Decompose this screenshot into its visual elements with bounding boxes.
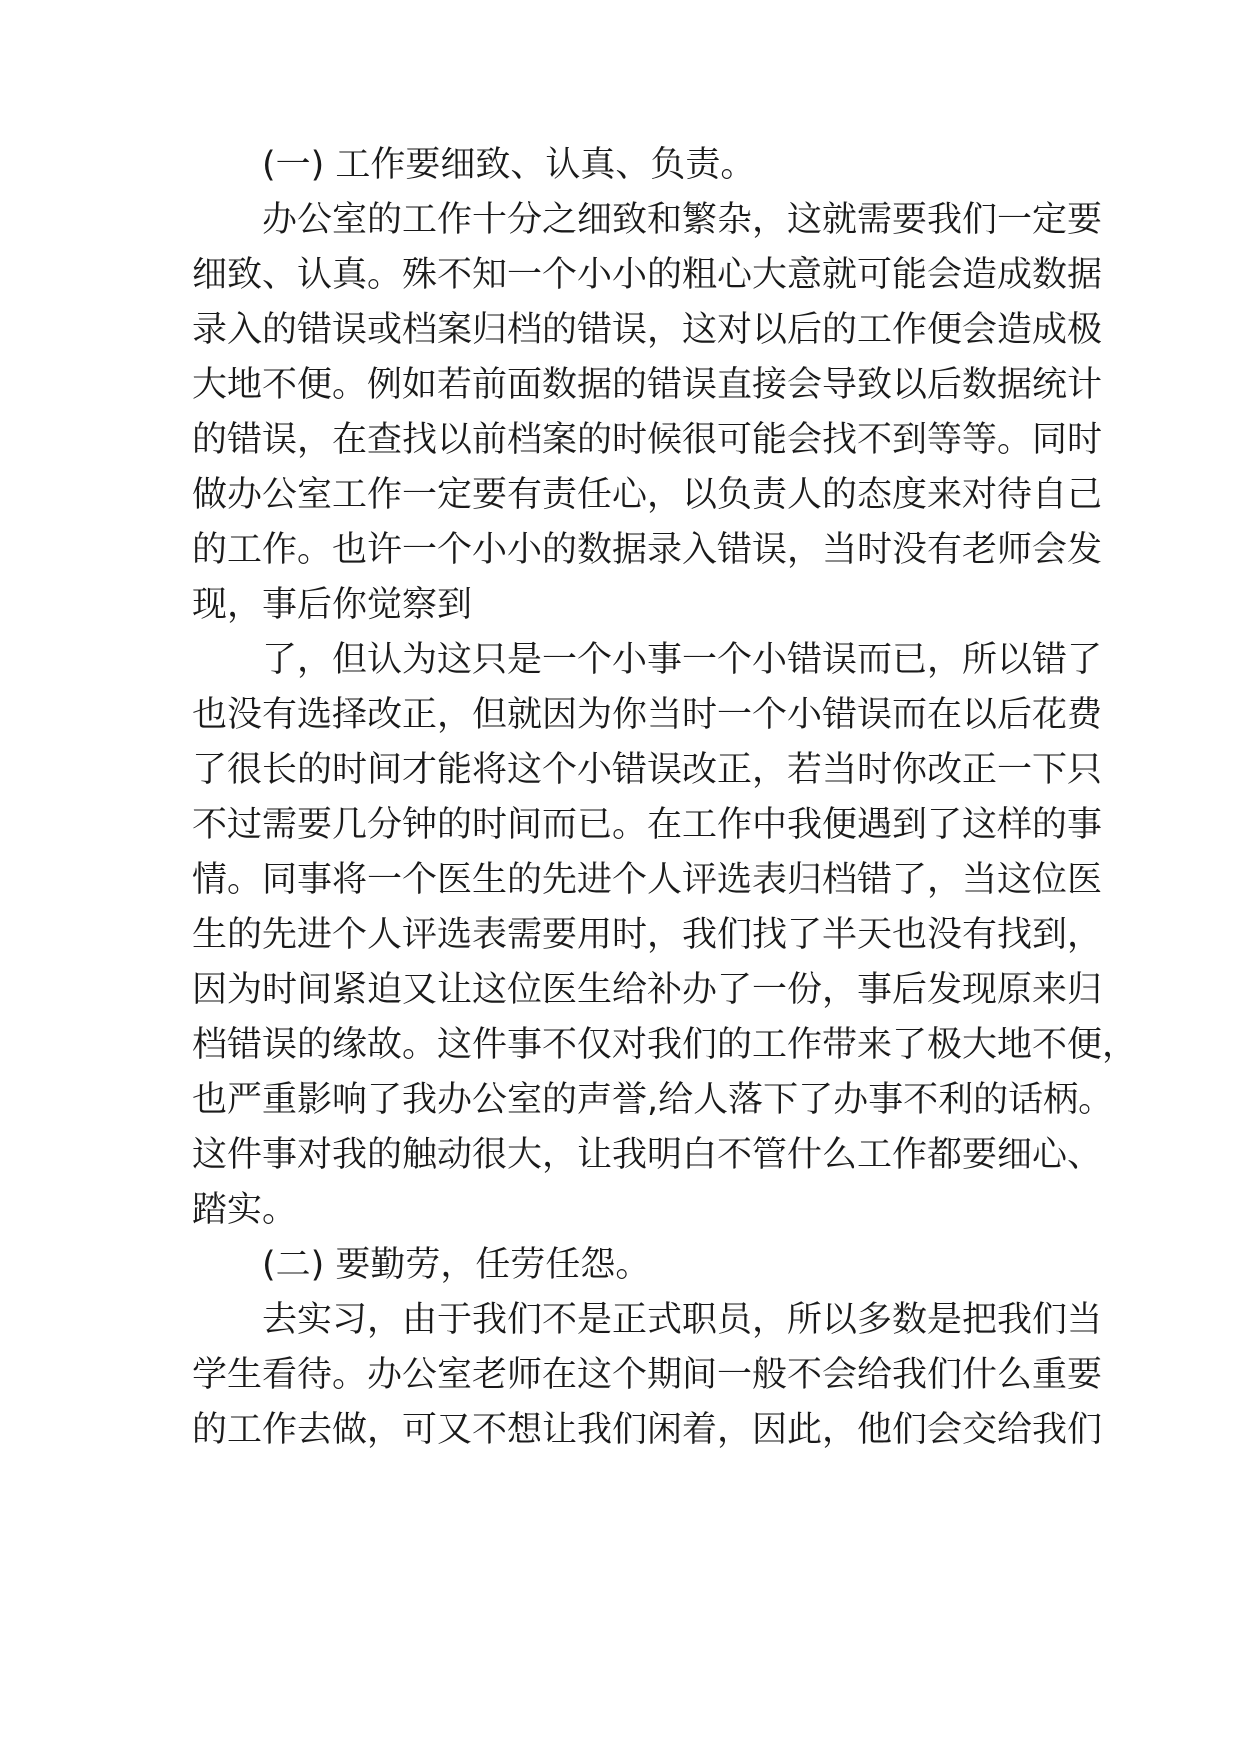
paragraph-line: 的错误，在查找以前档案的时候很可能会找不到等等。同时 [192,420,1103,460]
paragraph-line: 了很长的时间才能将这个小错误改正，若当时你改正一下只 [192,750,1103,790]
paragraph-line: 档错误的缘故。这件事不仅对我们的工作带来了极大地不便， [192,1025,1138,1065]
paragraph-line: 因为时间紧迫又让这位医生给补办了一份，事后发现原来归 [192,970,1103,1010]
section-heading-1: (一) 工作要细致、认真、负责。 [262,145,756,185]
paragraph-line: 的工作去做，可又不想让我们闲着，因此，他们会交给我们 [192,1410,1103,1450]
paragraph-line: 不过需要几分钟的时间而已。在工作中我便遇到了这样的事 [192,805,1103,845]
paragraph-line: 生的先进个人评选表需要用时，我们找了半天也没有找到， [192,915,1103,955]
paragraph-line: 录入的错误或档案归档的错误，这对以后的工作便会造成极 [192,310,1103,350]
paragraph-line: 大地不便。例如若前面数据的错误直接会导致以后数据统计 [192,365,1103,405]
paragraph-line: 的工作。也许一个小小的数据录入错误，当时没有老师会发 [192,530,1103,570]
paragraph-line: 也没有选择改正，但就因为你当时一个小错误而在以后花费 [192,695,1103,735]
paragraph-line: 学生看待。办公室老师在这个期间一般不会给我们什么重要 [192,1355,1103,1395]
paragraph-line: 也严重影响了我办公室的声誉,给人落下了办事不利的话柄。 [192,1080,1114,1120]
paragraph-line: 去实习，由于我们不是正式职员，所以多数是把我们当 [262,1300,1103,1340]
paragraph-line: 情。同事将一个医生的先进个人评选表归档错了，当这位医 [192,860,1103,900]
paragraph-line: 踏实。 [192,1190,298,1230]
paragraph-line: 办公室的工作十分之细致和繁杂，这就需要我们一定要 [262,200,1103,240]
paragraph-line: 细致、认真。殊不知一个小小的粗心大意就可能会造成数据 [192,255,1103,295]
paragraph-line: 了，但认为这只是一个小事一个小错误而已，所以错了 [262,640,1103,680]
section-heading-2: (二) 要勤劳，任劳任怨。 [262,1245,651,1285]
paragraph-line: 做办公室工作一定要有责任心，以负责人的态度来对待自己 [192,475,1103,515]
paragraph-line: 这件事对我的触动很大，让我明白不管什么工作都要细心、 [192,1135,1103,1175]
paragraph-line: 现，事后你觉察到 [192,585,473,625]
